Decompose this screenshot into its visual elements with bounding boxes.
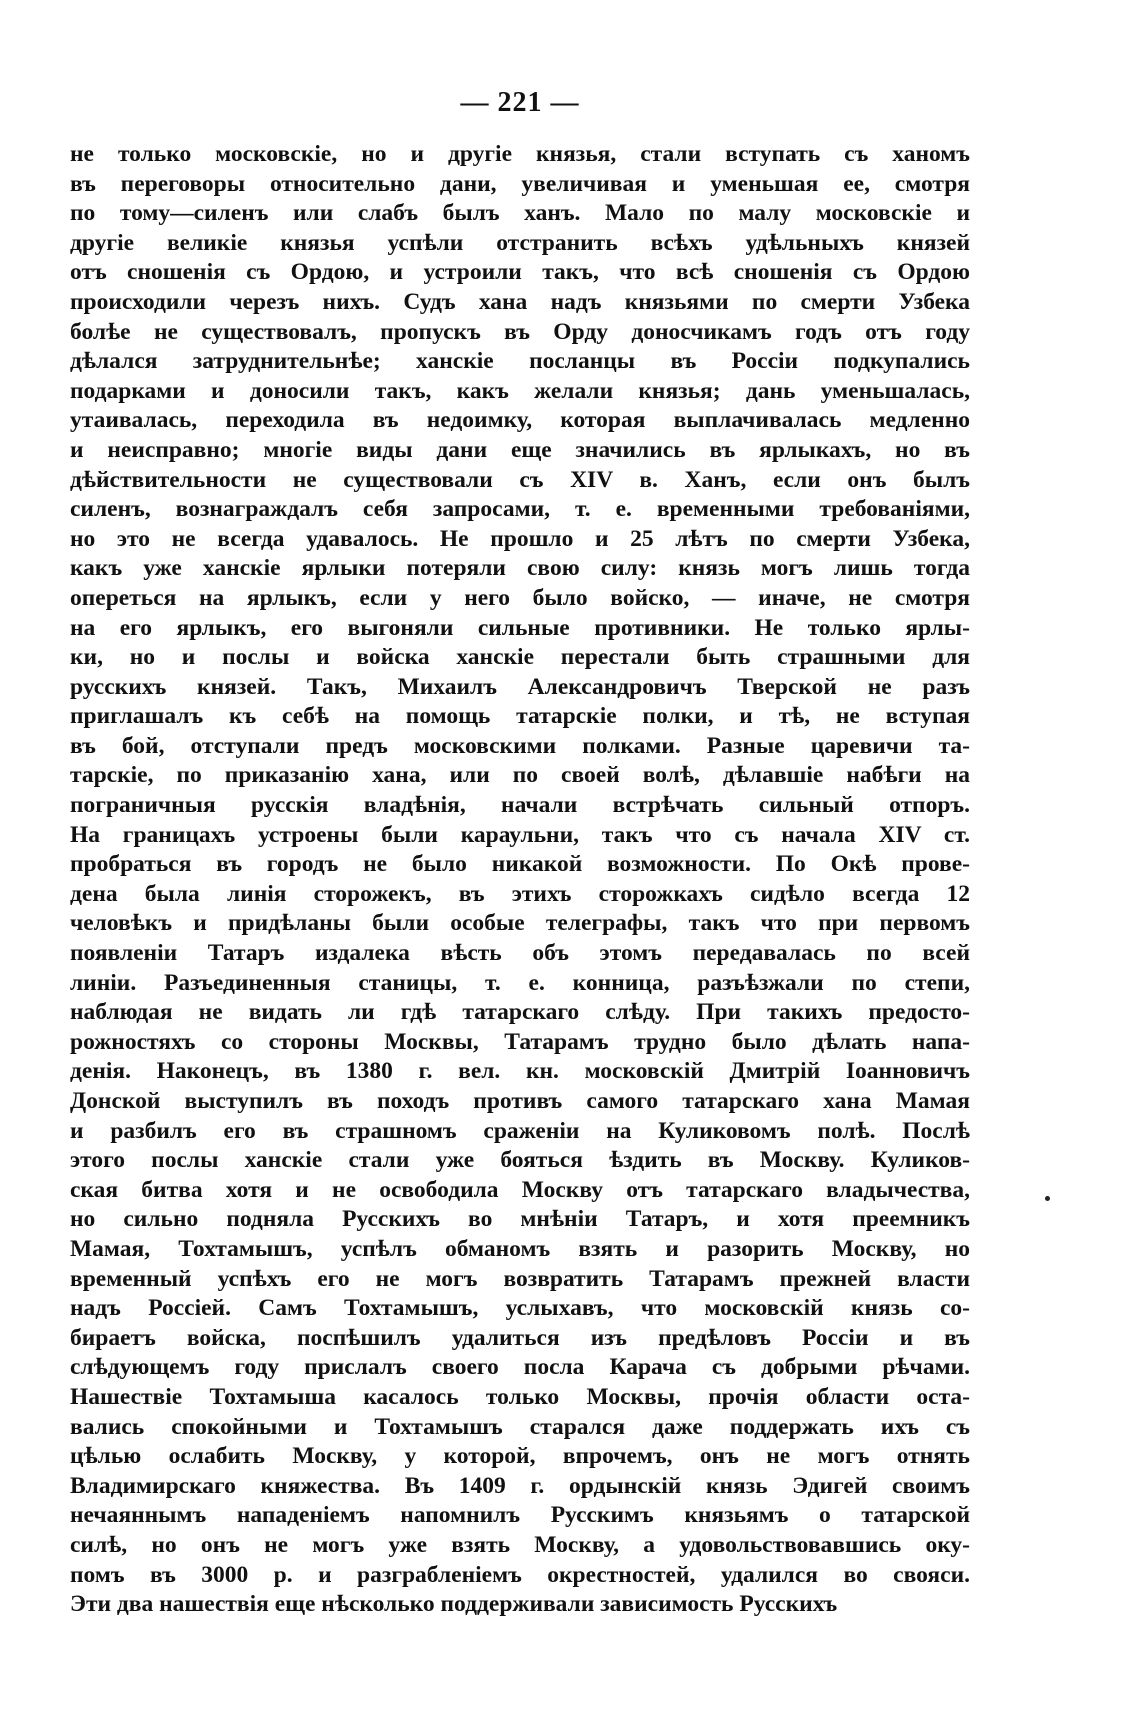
text-line: приглашалъ къ себѣ на помощь татарскіе полки, и тѣ, не вступая	[70, 703, 970, 730]
text-line: но сильно подняла Русскихъ во мнѣніи Татаръ, и хотя преемникъ	[70, 1206, 970, 1233]
text-line: пробраться въ городъ не было никакой возможности. По Окѣ прове-	[70, 851, 970, 878]
text-line: линіи. Разъединенныя станицы, т. е. конница, разъѣзжали по степи,	[70, 969, 970, 996]
text-line: человѣкъ и придѣланы были особые телеграфы, такъ что при первомъ	[70, 910, 970, 937]
text-line: цѣлью ослабить Москву, у которой, впрочемъ, онъ не могъ отнять	[70, 1443, 970, 1470]
text-line: ская битва хотя и не освободила Москву отъ татарскаго владычества,	[70, 1176, 970, 1203]
text-line: не только московскіе, но и другіе князья, стали вступать съ ханомъ	[70, 141, 970, 167]
text-line: наблюдая не видать ли гдѣ татарскаго слѣду. При такихъ предосто-	[70, 999, 970, 1026]
text-line: Эти два нашествія еще нѣсколько поддерживали зависимость Русскихъ	[70, 1591, 838, 1618]
page-number: — 221 —	[460, 87, 580, 118]
text-line: нечаяннымъ нападеніемъ напомнилъ Русскимъ князьямъ о татарской	[70, 1502, 970, 1529]
text-line: утаивалась, переходила въ недоимку, которая выплачивалась медленно	[70, 407, 970, 434]
text-line: появленіи Татаръ издалека вѣсть объ этомъ передавалась по всей	[70, 940, 970, 967]
text-line: тарскіе, по приказанію хана, или по своей волѣ, дѣлавшіе набѣги на	[70, 762, 970, 789]
text-line: рожностяхъ со стороны Москвы, Татарамъ трудно было дѣлать напа-	[70, 1028, 970, 1055]
body-text	[70, 140, 970, 1620]
text-line: слѣдующемъ году прислалъ своего посла Карача съ добрыми рѣчами.	[70, 1354, 970, 1381]
text-line: но это не всегда удавалось. Не прошло и 25 лѣтъ по смерти Узбека,	[70, 525, 970, 552]
text-line: дена была линія сторожекъ, въ этихъ сторожкахъ сидѣло всегда 12	[70, 880, 970, 907]
text-line: подарками и доносили такъ, какъ желали князья; дань уменьшалась,	[70, 377, 970, 404]
text-line: въ переговоры относительно дани, увеличивая и уменьшая ее, смотря	[70, 170, 970, 197]
text-line: денія. Наконецъ, въ 1380 г. вел. кн. московскій Дмитрій Іоанновичъ	[70, 1058, 970, 1085]
text-line: дѣйствительности не существовали съ XIV в. Ханъ, если онъ былъ	[70, 466, 970, 493]
text-line: Мамая, Тохтамышъ, успѣлъ обманомъ взять и разорить Москву, но	[70, 1235, 970, 1262]
text-line: Нашествіе Тохтамыша касалось только Москвы, прочія области оста-	[70, 1383, 970, 1410]
text-line: Донской выступилъ въ походъ противъ самого татарскаго хана Мамая	[70, 1088, 970, 1114]
text-line: другіе великіе князья успѣли отстранить всѣхъ удѣльныхъ князей	[70, 229, 970, 256]
text-line: и разбилъ его въ страшномъ сраженіи на Куликовомъ полѣ. Послѣ	[70, 1117, 970, 1144]
text-line: и неисправно; многіе виды дани еще значились въ ярлыкахъ, но въ	[70, 436, 970, 463]
text-line: Владимирскаго княжества. Въ 1409 г. ордынскій князь Эдигей своимъ	[70, 1472, 970, 1499]
text-line: временный успѣхъ его не могъ возвратить Татарамъ прежней власти	[70, 1265, 970, 1292]
text-line: силенъ, вознаграждалъ себя запросами, т. е. временными требованіями,	[70, 496, 970, 523]
text-line: болѣе не существовалъ, пропускъ въ Орду доносчикамъ годъ отъ году	[70, 318, 970, 345]
text-line: отъ сношенія съ Ордою, и устроили такъ, что всѣ сношенія съ Ордою	[70, 259, 970, 286]
book-page	[70, 78, 970, 1620]
text-line: пограничныя русскія владѣнія, начали встрѣчать сильный отпоръ.	[70, 792, 970, 819]
text-line: этого послы ханскіе стали уже бояться ѣздить въ Москву. Куликов-	[70, 1147, 970, 1174]
text-line: На границахъ устроены были караульни, такъ что съ начала XIV ст.	[70, 821, 970, 848]
text-line: опереться на ярлыкъ, если у него было войско, — иначе, не смотря	[70, 584, 970, 611]
text-line: русскихъ князей. Такъ, Михаилъ Александровичъ Тверской не разъ	[70, 673, 970, 700]
text-line: дѣлался затруднительнѣе; ханскіе посланцы въ Россіи подкупались	[70, 348, 970, 375]
text-line: происходили черезъ нихъ. Судъ хана надъ князьями по смерти Узбека	[70, 288, 970, 315]
text-line: какъ уже ханскіе ярлыки потеряли свою силу: князь могъ лишь тогда	[70, 555, 970, 582]
text-line: вались спокойными и Тохтамышъ старался даже поддержать ихъ съ	[70, 1413, 970, 1440]
text-line: бираетъ войска, поспѣшилъ удалиться изъ предѣловъ Россіи и въ	[70, 1324, 970, 1351]
text-line: въ бой, отступали предъ московскими полками. Разные царевичи та-	[70, 732, 970, 759]
text-line: помъ въ 3000 р. и разграбленіемъ окрестностей, удалился во свояси.	[70, 1561, 970, 1588]
print-speck	[1045, 1196, 1050, 1201]
text-line: ки, но и послы и войска ханскіе перестали быть страшными для	[70, 644, 970, 671]
text-line: на его ярлыкъ, его выгоняли сильные противники. Не только ярлы-	[70, 614, 970, 641]
text-line: силѣ, но онъ не могъ уже взять Москву, а удовольствовавшись оку-	[70, 1531, 970, 1558]
text-line: надъ Россіей. Самъ Тохтамышъ, услыхавъ, что московскій князь со-	[70, 1295, 970, 1322]
text-line: по тому—силенъ или слабъ былъ ханъ. Мало по малу московскіе и	[70, 200, 970, 227]
